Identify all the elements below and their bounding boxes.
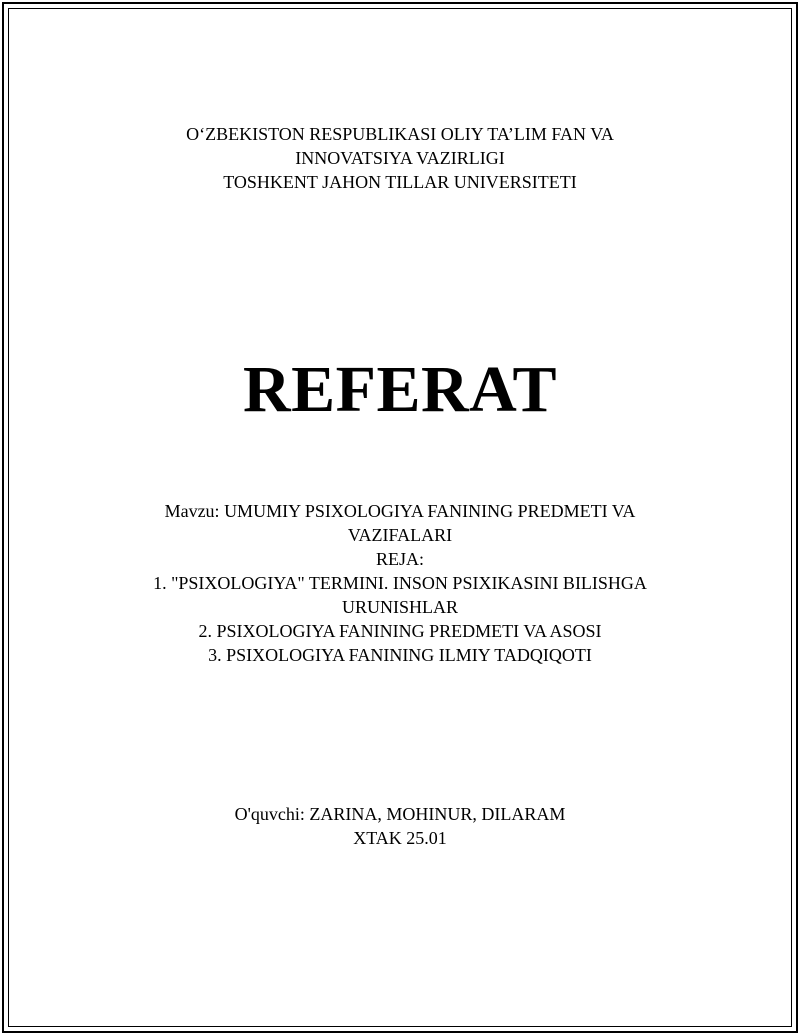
topic-and-plan [60, 499, 740, 667]
plan-heading: REJA: [375, 549, 424, 569]
plan-item-3: 3. PSIXOLOGIYA FANINING ILMIY TADQIQOTI [208, 645, 592, 665]
group-code: XTAK 25.01 [353, 828, 447, 848]
ministry-line-2: INNOVATSIYA VAZIRLIGI [295, 148, 505, 168]
student-info [60, 802, 740, 850]
topic-line-1: Mavzu: UMUMIY PSIXOLOGIYA FANINING PREDMETI VA [164, 501, 636, 521]
ministry-line-1: O‘ZBEKISTON RESPUBLIKASI OLIY TA’LIM FAN VA [186, 124, 614, 144]
student-names: O'quvchi: ZARINA, MOHINUR, DILARAM [234, 804, 566, 824]
university-name: TOSHKENT JAHON TILLAR UNIVERSITETI [223, 172, 577, 192]
institution-header [60, 122, 740, 194]
plan-item-1-line-1: 1. "PSIXOLOGIYA" TERMINI. INSON PSIXIKASINI BILISHGA [153, 573, 647, 593]
plan-item-1-line-2: URUNISHLAR [341, 597, 458, 617]
topic-line-2: VAZIFALARI [347, 525, 453, 545]
plan-item-2: 2. PSIXOLOGIYA FANINING PREDMETI VA ASOSI [198, 621, 602, 641]
document-title: REFERAT [243, 353, 557, 426]
title-block [60, 348, 740, 432]
